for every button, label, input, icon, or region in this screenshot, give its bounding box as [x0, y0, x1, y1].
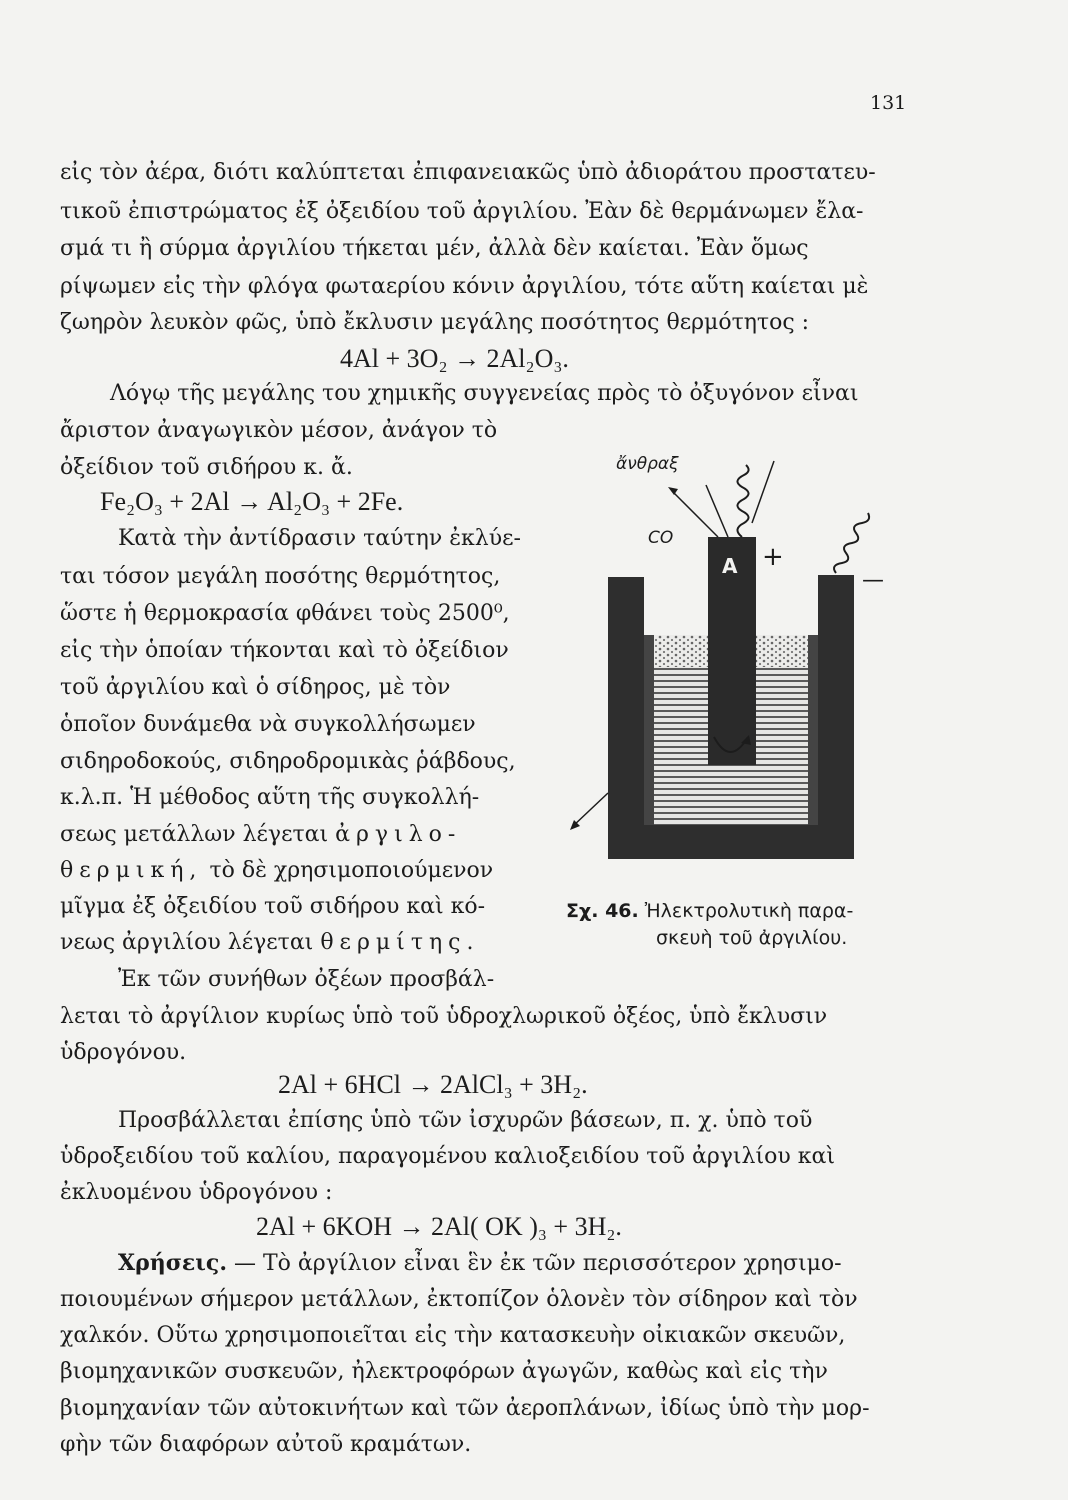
co-label: CO: [648, 528, 674, 548]
figure-caption: [566, 898, 853, 952]
caption-number: Σχ. 46.: [566, 900, 639, 922]
text-line: [60, 858, 493, 883]
anthrax-label: ἄνθραξ: [616, 455, 679, 474]
text-line: βιομηχανικῶν συσκευῶν, ἠλεκτροφόρων ἀγωγῶν, καθὼς καὶ εἰς τὴν: [60, 1359, 828, 1384]
text-run: — Τὸ ἀργίλιον εἶναι ἓν ἐκ τῶν περισσότερον χρησιμο-: [234, 1251, 842, 1276]
text-line: ἐκλυομένου ὑδρογόνου :: [60, 1180, 333, 1205]
text-run: νεως ἀργιλίου λέγεται: [60, 930, 314, 955]
term-aluminothermy-end: θερμική,: [60, 858, 203, 883]
wire-arrow: [752, 461, 774, 523]
text-line: [118, 1250, 842, 1276]
text-line: τικοῦ ἐπιστρώματος ἐξ ὀξειδίου τοῦ ἀργιλίου. Ἐὰν δὲ θερμάνωμεν ἔλα-: [60, 199, 864, 224]
anode-label: A: [722, 554, 738, 578]
inner-lining-left: [644, 635, 654, 825]
tap-hole-arrow: [572, 793, 608, 827]
text-line: εἰς τὸν ἀέρα, διότι καλύπτεται ἐπιφανειακῶς ὑπὸ ἀδιοράτου προστατευ-: [60, 160, 876, 185]
text-line: Ἐκ τῶν συνήθων ὀξέων προσβάλ-: [118, 967, 495, 992]
text-run: τὸ δὲ χρησιμοποιούμενον: [209, 858, 494, 883]
plus-label: +: [762, 542, 784, 572]
uses-heading: Χρήσεις.: [118, 1250, 227, 1276]
text-line: λεται τὸ ἀργίλιον κυρίως ὑπὸ τοῦ ὑδροχλωρικοῦ ὀξέος, ὑπὸ ἔκλυσιν: [60, 1004, 828, 1029]
text-line: ἄριστον ἀναγωγικὸν μέσον, ἀνάγον τὸ: [60, 418, 498, 443]
term-thermite: θερμίτης.: [320, 930, 480, 955]
anode-coil: [737, 465, 748, 537]
text-line: ποιουμένων σήμερον μετάλλων, ἐκτοπίζον ὁλονὲν τὸν σίδηρον καὶ τὸν: [60, 1287, 858, 1312]
electrolysis-figure: [570, 455, 905, 875]
equation-4: 2Al + 6KOH → 2Al( OK )₃ + 3H₂.: [256, 1212, 622, 1241]
text-line: ὑδροξειδίου τοῦ καλίου, παραγομένου καλιοξειδίου τοῦ ἀργιλίου καὶ: [60, 1144, 835, 1169]
text-line: κ.λ.π. Ἡ μέθοδος αὕτη τῆς συγκολλή-: [60, 785, 480, 810]
text-line: μῖγμα ἐξ ὀξειδίου τοῦ σιδήρου καὶ κό-: [60, 894, 486, 919]
vessel-bottom: [608, 825, 854, 859]
text-line: βιομηχανίαν τῶν αὐτοκινήτων καὶ τῶν ἀεροπλάνων, ἰδίως ὑπὸ τὴν μορ-: [60, 1396, 870, 1421]
text-line: χαλκόν. Οὕτω χρησιμοποιεῖται εἰς τὴν κατασκευὴν οἰκιακῶν σκευῶν,: [60, 1323, 846, 1348]
term-aluminothermy: ἀργιλο-: [335, 822, 462, 847]
minus-label: —: [862, 568, 884, 593]
equation-2: Fe₂O₃ + 2Al → Al₂O₃ + 2Fe.: [100, 487, 404, 516]
text-line: [60, 930, 479, 955]
text-line: Κατὰ τὴν ἀντίδρασιν ταύτην ἐκλύε-: [118, 526, 521, 551]
cathode-coil: [834, 513, 869, 573]
text-line: ὑδρογόνου.: [60, 1040, 187, 1065]
text-line: ὥστε ἡ θερμοκρασία φθάνει τοὺς 2500⁰,: [60, 601, 510, 626]
caption-line: σκευὴ τοῦ ἀργιλίου.: [656, 927, 848, 949]
inner-lining-right: [808, 635, 818, 825]
text-line: [60, 822, 461, 847]
text-line: ρίψωμεν εἰς τὴν φλόγα φωταερίου κόνιν ἀργιλίου, τότε αὕτη καίεται μὲ: [60, 274, 869, 299]
text-line: εἰς τὴν ὁποίαν τήκονται καὶ τὸ ὀξείδιον: [60, 638, 509, 663]
text-line: σμά τι ἢ σύρμα ἀργιλίου τήκεται μέν, ἀλλὰ δὲν καίεται. Ἐὰν ὅμως: [60, 236, 809, 261]
text-line: ζωηρὸν λευκὸν φῶς, ὑπὸ ἔκλυσιν μεγάλης ποσότητος θερμότητος :: [60, 310, 810, 335]
equation-3: 2Al + 6HCl → 2AlCl₃ + 3H₂.: [278, 1070, 588, 1099]
vessel-right-wall: [818, 575, 854, 859]
caption-line: [566, 898, 853, 925]
caption-text: Ἠλεκτρολυτικὴ παρα-: [644, 900, 854, 922]
text-line: τοῦ ἀργιλίου καὶ ὁ σίδηρος, μὲ τὸν: [60, 675, 451, 700]
text-line: Λόγῳ τῆς μεγάλης του χημικῆς συγγενείας πρὸς τὸ ὀξυγόνον εἶναι: [110, 381, 859, 406]
text-line: Προσβάλλεται ἐπίσης ὑπὸ τῶν ἰσχυρῶν βάσεων, π. χ. ὑπὸ τοῦ: [118, 1108, 813, 1133]
vessel-left-wall: [608, 577, 644, 859]
molten-aluminium: [654, 755, 808, 825]
page-number: 131: [870, 92, 907, 114]
text-line: ὀξείδιον τοῦ σιδήρου κ. ἄ.: [60, 455, 353, 480]
text-line: φὴν τῶν διαφόρων αὐτοῦ κραμάτων.: [60, 1432, 472, 1457]
text-line: σιδηροδοκούς, σιδηροδρομικὰς ῥάβδους,: [60, 749, 516, 774]
equation-1: 4Al + 3O₂ → 2Al₂O₃.: [340, 344, 569, 373]
text-line: ται τόσον μεγάλη ποσότης θερμότητος,: [60, 564, 501, 589]
text-run: σεως μετάλλων λέγεται: [60, 822, 329, 847]
text-line: ὁποῖον δυνάμεθα νὰ συγκολλήσωμεν: [60, 712, 476, 737]
